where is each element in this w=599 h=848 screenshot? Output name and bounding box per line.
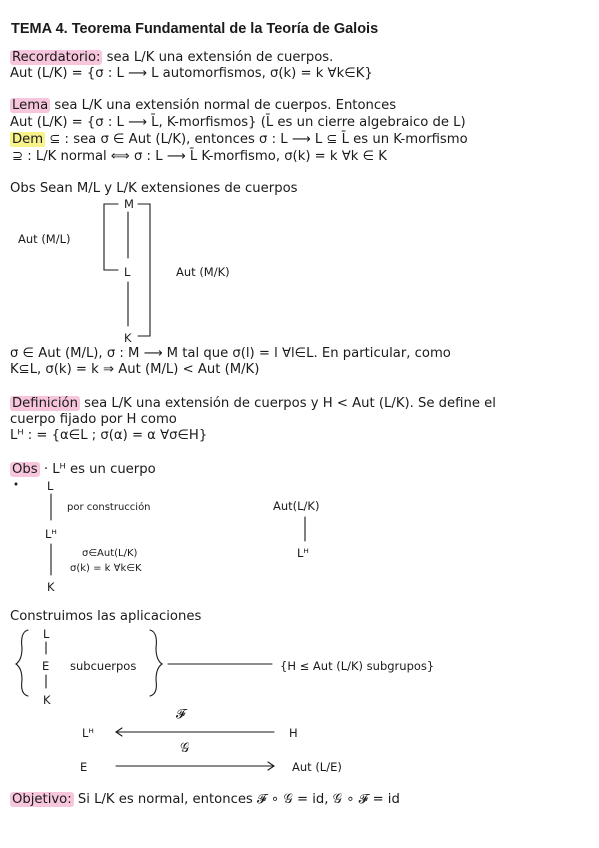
obs2-por-construccion: por construcción [67,502,151,513]
recordatorio-text: sea L/K una extensión de cuerpos. [102,50,334,65]
lema-label: Lema [12,98,49,113]
obs1-line3: K⊆L, σ(k) = k ⇒ Aut (M/L) < Aut (M/K) [10,362,260,377]
lema-text: sea L/K una extensión normal de cuerpos. Entonces [50,98,397,113]
bracket-aut-ML [104,204,118,270]
left-brace [16,630,28,696]
dem-line2: ⊇ : L/K normal ⟺ σ : L ⟶ L̄ K-morfismo, σ(k) = k ∀k ∈ K [12,149,387,164]
lema-statement: Aut (L/K) = {σ : L ⟶ L̄, K-morfismos} (L̄ es un cierre algebraico de L) [10,115,466,130]
definicion-label: Definición [12,396,78,411]
obs2-tower-L: L [47,479,54,493]
map-LH: Lᴴ [82,726,94,740]
obs2-dot [15,483,17,485]
obs2-aut-LK: Aut(L/K) [273,499,320,513]
obs2-tower-K: K [47,580,55,594]
map-E: E [80,760,88,774]
obs2-text: · Lᴴ es un cuerpo [39,462,156,477]
obs1-aut-MK-label: Aut (M/K) [176,265,230,279]
definicion-fixed-field: Lᴴ : = {α∈L ; σ(α) = α ∀σ∈H} [10,428,208,443]
dem-text1: ⊆ : sea σ ∈ Aut (L/K), entonces σ : L ⟶ L ⊆ L̄ es un K-morfismo [45,132,468,147]
obs2-tower-LH: Lᴴ [45,527,57,541]
map-G-label: 𝒢 [180,741,190,756]
bracket-aut-MK [138,204,150,336]
obs1-tower-K: K [124,331,132,345]
construimos-line: Construimos las aplicaciones [10,609,202,624]
construimos-subcuerpos: subcuerpos [70,659,137,673]
obs2-sigma-condition2: σ(k) = k ∀k∈K [70,563,142,574]
construimos-tower-L: L [43,627,50,641]
obs1-aut-ML-label: Aut (M/L) [18,232,71,246]
construimos-subgrupos: {H ≤ Aut (L/K) subgrupos} [280,659,435,673]
construimos-tower-E: E [42,659,50,673]
map-H: H [289,726,298,740]
map-F-label: 𝓕 [176,707,186,722]
recordatorio-label: Recordatorio: [12,50,101,65]
obs1-line2: σ ∈ Aut (M/L), σ : M ⟶ M tal que σ(l) = l ∀l∈L. En particular, como [10,346,451,361]
objetivo-label: Objetivo: [12,792,72,807]
obs2-label: Obs [12,462,38,477]
recordatorio-aut-definition: Aut (L/K) = {σ : L ⟶ L automorfismos, σ(k) = k ∀k∈K} [10,66,373,81]
objetivo-text: Si L/K es normal, entonces 𝓕 ∘ 𝒢 = id, 𝒢 ∘ 𝓕 = id [73,792,400,807]
page-title: TEMA 4. Teorema Fundamental de la Teoría de Galois [11,21,379,37]
right-brace [150,630,162,696]
map-aut-LE: Aut (L/E) [292,760,342,774]
construimos-tower-K: K [43,693,51,707]
obs1-tower-L: L [124,265,131,279]
obs1-tower-M: M [124,197,134,211]
obs2-sigma-condition1: σ∈Aut(L/K) [82,548,138,559]
obs1-intro: Obs Sean M/L y L/K extensiones de cuerpos [10,181,298,196]
dem-label: Dem [12,132,44,147]
definicion-line2: cuerpo fijado por H como [10,412,177,427]
obs2-LH-right: Lᴴ [297,546,309,560]
definicion-text: sea L/K una extensión de cuerpos y H < Aut (L/K). Se define el [79,396,496,411]
